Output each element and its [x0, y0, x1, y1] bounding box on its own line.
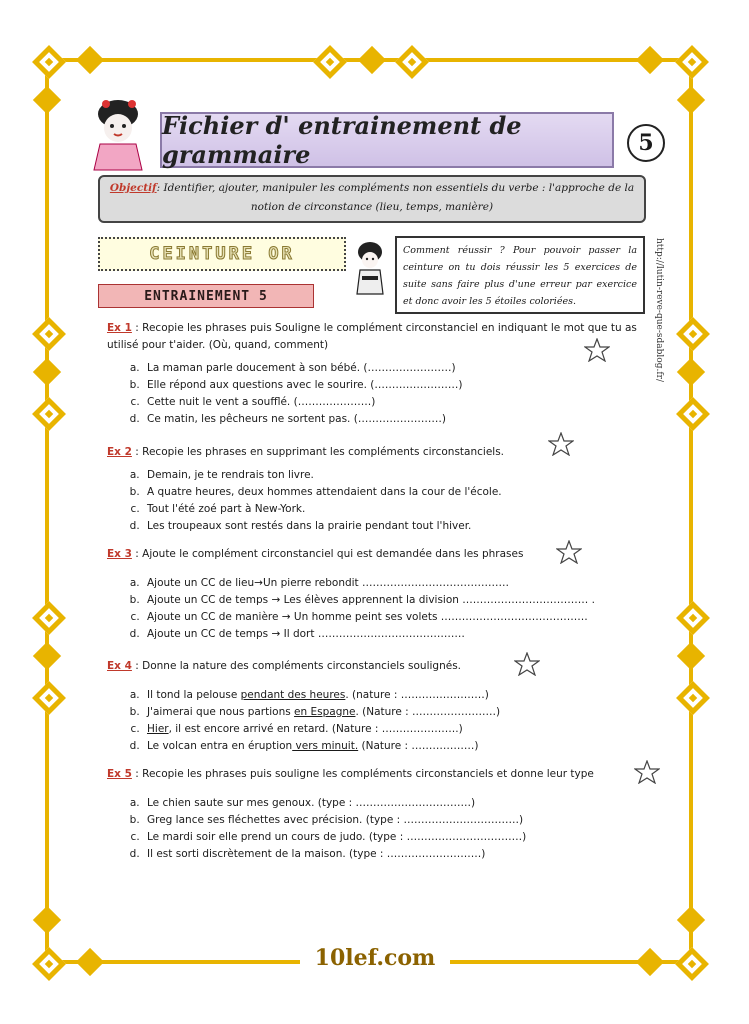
- diamond-icon: [358, 46, 386, 74]
- exercise-2: [107, 444, 652, 535]
- objective-text: : Identifier, ajouter, manipuler les compléments non essentiels du verbe : l'approche de la notion de circonstance (lieu, temps, manière): [156, 182, 635, 213]
- exercise-instruction: : Recopie les phrases puis Souligne le complément circonstanciel en indiquant le mot que tu as utilisé pour t'aider. (Où, quand, comment): [107, 322, 637, 351]
- list-item: d. Le volcan entra en éruption vers minuit. (Nature : ………………): [143, 738, 652, 755]
- list-item: c. Hier, il est encore arrivé en retard. (Nature : ………………….): [143, 721, 652, 738]
- corner-diamond-icon: [675, 947, 709, 981]
- list-item: c. Cette nuit le vent a soufflé. (…………………): [143, 394, 652, 411]
- list-item: a. Il tond la pelouse pendant des heures. (nature : ……………………): [143, 687, 652, 704]
- exercise-instruction: : Recopie les phrases puis souligne les compléments circonstanciels et donne leur type: [131, 768, 594, 780]
- star-icon: [548, 432, 574, 456]
- diamond-icon: [313, 45, 347, 79]
- diamond-icon: [33, 906, 61, 934]
- geisha-mascot-icon: [86, 96, 150, 172]
- diamond-icon: [676, 681, 710, 715]
- diamond-icon: [33, 86, 61, 114]
- diamond-icon: [32, 317, 66, 351]
- diamond-icon: [676, 317, 710, 351]
- diamond-icon: [677, 358, 705, 386]
- star-icon: [584, 338, 610, 362]
- diamond-icon: [395, 45, 429, 79]
- exercise-label: Ex 4: [107, 660, 132, 672]
- list-item: d. Il est sorti discrètement de la maison. (type : ………………………): [143, 846, 652, 863]
- instructions-box: Comment réussir ? Pour pouvoir passer la ceinture on tu dois réussir les 5 exercices de suite sans faire plus d'une erreur par exercice et donc avoir les 5 étoiles coloriées.: [395, 236, 645, 314]
- side-url: http://lutin-reve-que-sdablog.fr/: [654, 238, 664, 382]
- list-item: a. La maman parle doucement à son bébé. (……………………): [143, 360, 652, 377]
- diamond-icon: [677, 86, 705, 114]
- list-item: c. Ajoute un CC de manière → Un homme peint ses volets ……………………………………: [143, 609, 652, 626]
- list-item: b. A quatre heures, deux hommes attendaient dans la cour de l'école.: [143, 484, 652, 501]
- exercise-4: [107, 658, 652, 755]
- diamond-icon: [676, 397, 710, 431]
- list-item: b. Elle répond aux questions avec le sourire. (……………………): [143, 377, 652, 394]
- list-item: b. Ajoute un CC de temps → Les élèves apprennent la division ……………………………… .: [143, 592, 652, 609]
- exercise-label: Ex 3: [107, 548, 132, 560]
- corner-diamond-icon: [32, 947, 66, 981]
- frame-right: [689, 58, 693, 964]
- diamond-icon: [676, 601, 710, 635]
- list-item: d. Les troupeaux sont restés dans la prairie pendant tout l'hiver.: [143, 518, 652, 535]
- diamond-icon: [677, 642, 705, 670]
- exercise-label: Ex 5: [107, 768, 132, 780]
- diamond-icon: [677, 906, 705, 934]
- diamond-icon: [76, 46, 104, 74]
- list-item: d. Ce matin, les pêcheurs ne sortent pas. (……………………): [143, 411, 652, 428]
- exercise-label: Ex 2: [107, 446, 132, 458]
- exercise-label: Ex 1: [107, 322, 132, 334]
- objective-label: Objectif: [109, 182, 157, 194]
- list-item: b. J'aimerai que nous partions en Espagne. (Nature : ……………………): [143, 704, 652, 721]
- corner-diamond-icon: [675, 45, 709, 79]
- list-item: b. Greg lance ses fléchettes avec précision. (type : ……………………………): [143, 812, 652, 829]
- list-item: a. Ajoute un CC de lieu→Un pierre rebondit ……………………………………: [143, 575, 652, 592]
- exercise-1: [107, 320, 652, 428]
- corner-diamond-icon: [32, 45, 66, 79]
- star-icon: [514, 652, 540, 676]
- page-title: Fichier d' entrainement de grammaire: [160, 112, 614, 168]
- list-item: a. Le chien saute sur mes genoux. (type : ……………………………): [143, 795, 652, 812]
- belt-label: CEINTURE OR: [149, 244, 295, 264]
- footer-watermark: 10lef.com: [300, 945, 450, 971]
- doll-icon: [352, 240, 388, 296]
- diamond-icon: [33, 642, 61, 670]
- list-item: d. Ajoute un CC de temps → Il dort ……………………………………: [143, 626, 652, 643]
- diamond-icon: [33, 358, 61, 386]
- list-item: a. Demain, je te rendrais ton livre.: [143, 467, 652, 484]
- star-icon: [556, 540, 582, 564]
- exercise-instruction: : Donne la nature des compléments circonstanciels soulignés.: [131, 660, 462, 672]
- list-item: c. Tout l'été zoé part à New-York.: [143, 501, 652, 518]
- list-item: c. Le mardi soir elle prend un cours de judo. (type : ……………………………): [143, 829, 652, 846]
- star-icon: [634, 760, 660, 784]
- exercise-5: [107, 766, 652, 863]
- frame-left: [45, 58, 49, 964]
- diamond-icon: [76, 948, 104, 976]
- diamond-icon: [32, 397, 66, 431]
- training-banner: ENTRAINEMENT 5: [98, 284, 314, 308]
- diamond-icon: [636, 46, 664, 74]
- sheet-number-badge: 5: [627, 124, 665, 162]
- objective-box: [98, 175, 646, 223]
- belt-banner: [98, 237, 346, 271]
- diamond-icon: [32, 681, 66, 715]
- exercise-instruction: : Recopie les phrases en supprimant les compléments circonstanciels.: [131, 446, 505, 458]
- diamond-icon: [636, 948, 664, 976]
- diamond-icon: [32, 601, 66, 635]
- exercise-instruction: : Ajoute le complément circonstanciel qui est demandée dans les phrases: [131, 548, 524, 560]
